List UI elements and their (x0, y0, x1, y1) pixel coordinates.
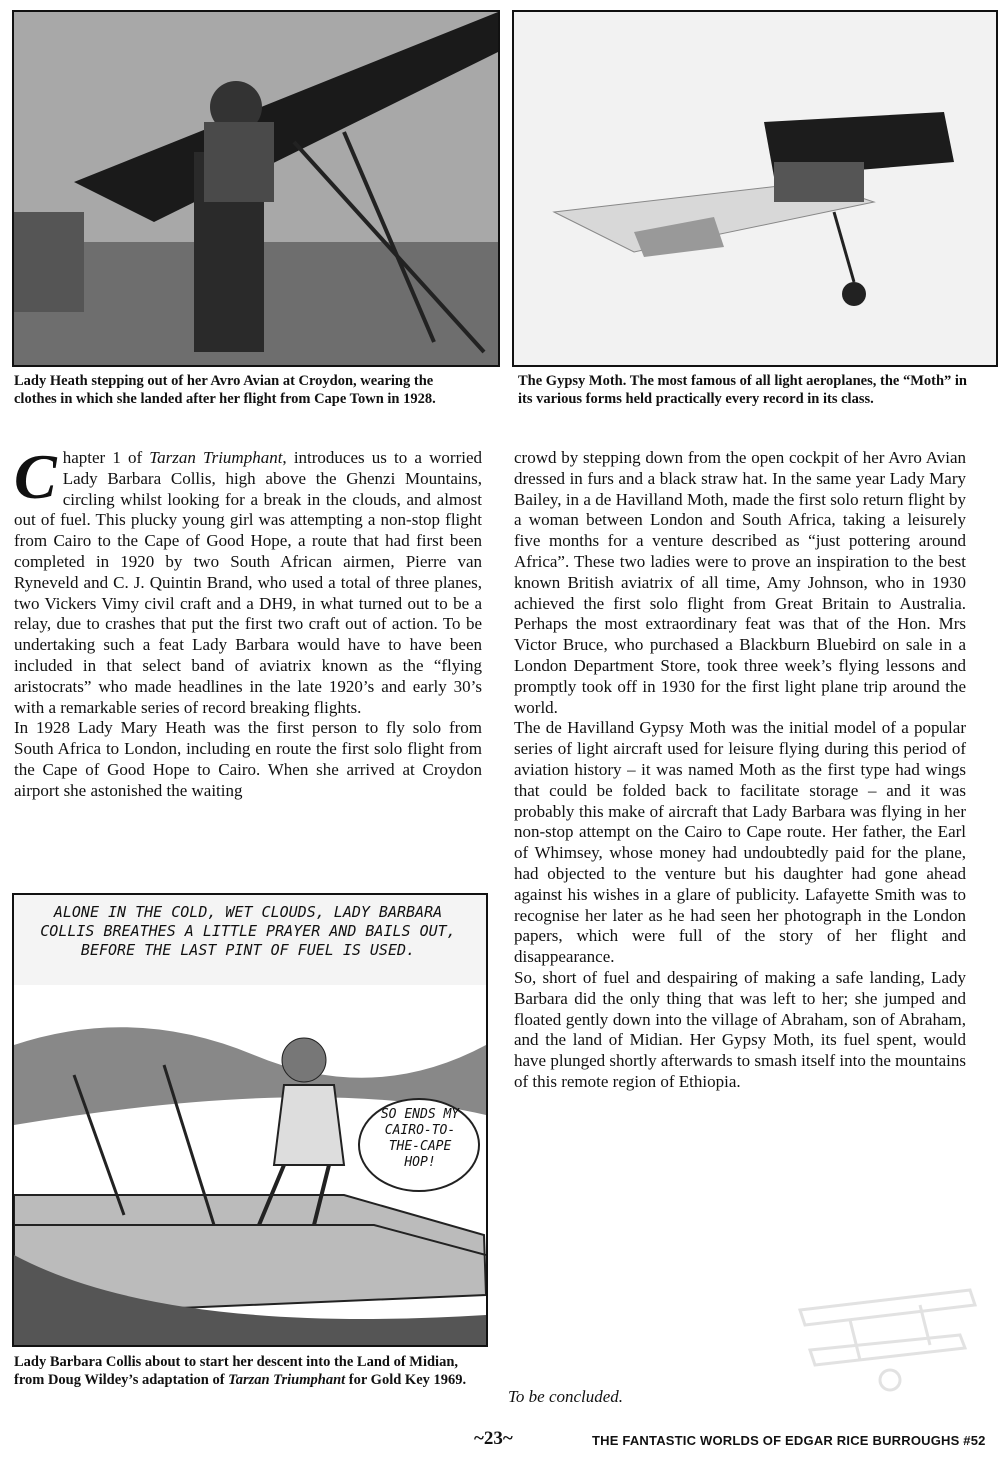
comic-narration-box: ALONE IN THE COLD, WET CLOUDS, LADY BARBARA COLLIS BREATHES A LITTLE PRAYER AND BAILS OUT, BEFORE THE LAST PINT OF FUEL IS USED. (40, 903, 456, 959)
drop-cap: C (14, 441, 57, 512)
comic-panel (12, 893, 488, 1347)
article-column-right (514, 448, 966, 1093)
comic-speech-balloon: SO ENDS MY CAIRO-TO-THE-CAPE HOP! (380, 1107, 460, 1170)
comic-caption: Lady Barbara Collis about to start her descent into the Land of Midian, from Doug Wildey’s adaptation of Tarzan Triumphant for Gold Key 1969. (14, 1354, 467, 1388)
photo-gypsy-moth (512, 10, 998, 367)
article-paragraph-3: The de Havilland Gypsy Moth was the initial model of a popular series of light aircraft used for leisure flying during this period of aviation history – it was named Moth as the first type had wings that could be folded back to facilitate storage – and it was probably this make of aircraft that Lady Barbara was flying in her non-stop attempt on the Cairo to Cape route. Her father, the Earl of Whimsey, whose money had undoubtedly paid for the plane, had objected to the venture but his daughter had gone ahead against his wishes in a glare of publicity. Lafayette Smith was to recognise her later as he had seen her photograph in the London papers, which were full of the story of her flight and disappearance. (514, 718, 966, 967)
gypsy-moth-image (514, 12, 996, 365)
lady-heath-caption: Lady Heath stepping out of her Avro Avian at Croydon, wearing the clothes in which she landed after her flight from Cape Town in 1928. (14, 373, 436, 407)
gypsy-moth-caption: The Gypsy Moth. The most famous of all light aeroplanes, the “Moth” in its various forms held practically every record in its class. (518, 373, 967, 407)
to-be-concluded: To be concluded. (508, 1387, 624, 1406)
article-paragraph-2-start: In 1928 Lady Mary Heath was the first person to fly solo from South Africa to London, including en route the first solo flight from the Cape of Good Hope to Cairo. When she arrived at Croydon airport she astonished the waiting (14, 718, 482, 800)
magazine-footer: THE FANTASTIC WORLDS OF EDGAR RICE BURROUGHS #52 (592, 1433, 986, 1448)
article-paragraph-2-continued: crowd by stepping down from the open cockpit of her Avro Avian dressed in furs and a black straw hat. In the same year Lady Mary Bailey, in a de Havilland Moth, made the first solo return flight by a woman between London and South Africa, taking a leisurely five months for a venture described as “just pottering around Africa”. These two ladies were to prove an inspiration to the best known British aviatrix of all time, Amy Johnson, who in 1930 achieved the first solo flight from Great Britain to Australia. Perhaps the most extraordinary feat was that of the Hon. Mrs Victor Bruce, who purchased a Blackburn Bluebird on sale in a London Department Store, took three week’s flying lessons and promptly took off in 1930 for the first light plane trip around the world. (514, 448, 966, 717)
lady-heath-image (14, 12, 498, 365)
photo-lady-heath (12, 10, 500, 367)
page-number: ~23~ (474, 1428, 513, 1449)
article-column-left (14, 441, 482, 802)
article-paragraph-1: Chapter 1 of Tarzan Triumphant, introduces us to a worried Lady Barbara Collis, high above the Ghenzi Mountains, circling whilst looking for a break in the clouds, and almost out of fuel. This plucky young girl was attempting a non-stop flight from Cairo to the Cape of Good Hope, a route that had first been completed in 1920 by two South African airmen, Pierre van Ryneveld and C. J. Quintin Brand, who used a total of three planes, two Vickers Vimy civil craft and a DH9, in what turned out to be a relay, due to crashes that put the first two craft out of action. To be undertaking such a feat Lady Barbara would have to have been included in that select band of aviatrix known as the “flying aristocrats” who made headlines in the late 1920’s and early 30’s with a remarkable series of record breaking flights. (14, 441, 482, 717)
article-paragraph-4: So, short of fuel and despairing of making a safe landing, Lady Barbara did the only thing that was left to her; she jumped and floated gently down into the village of Abraham, son of Abraham, and the land of Midian. Her Gypsy Moth, its fuel spent, would have plunged shortly afterwards to smash itself into the mountains of this remote region of Ethiopia. (514, 967, 966, 1091)
faint-biplane-illustration (790, 1270, 980, 1400)
